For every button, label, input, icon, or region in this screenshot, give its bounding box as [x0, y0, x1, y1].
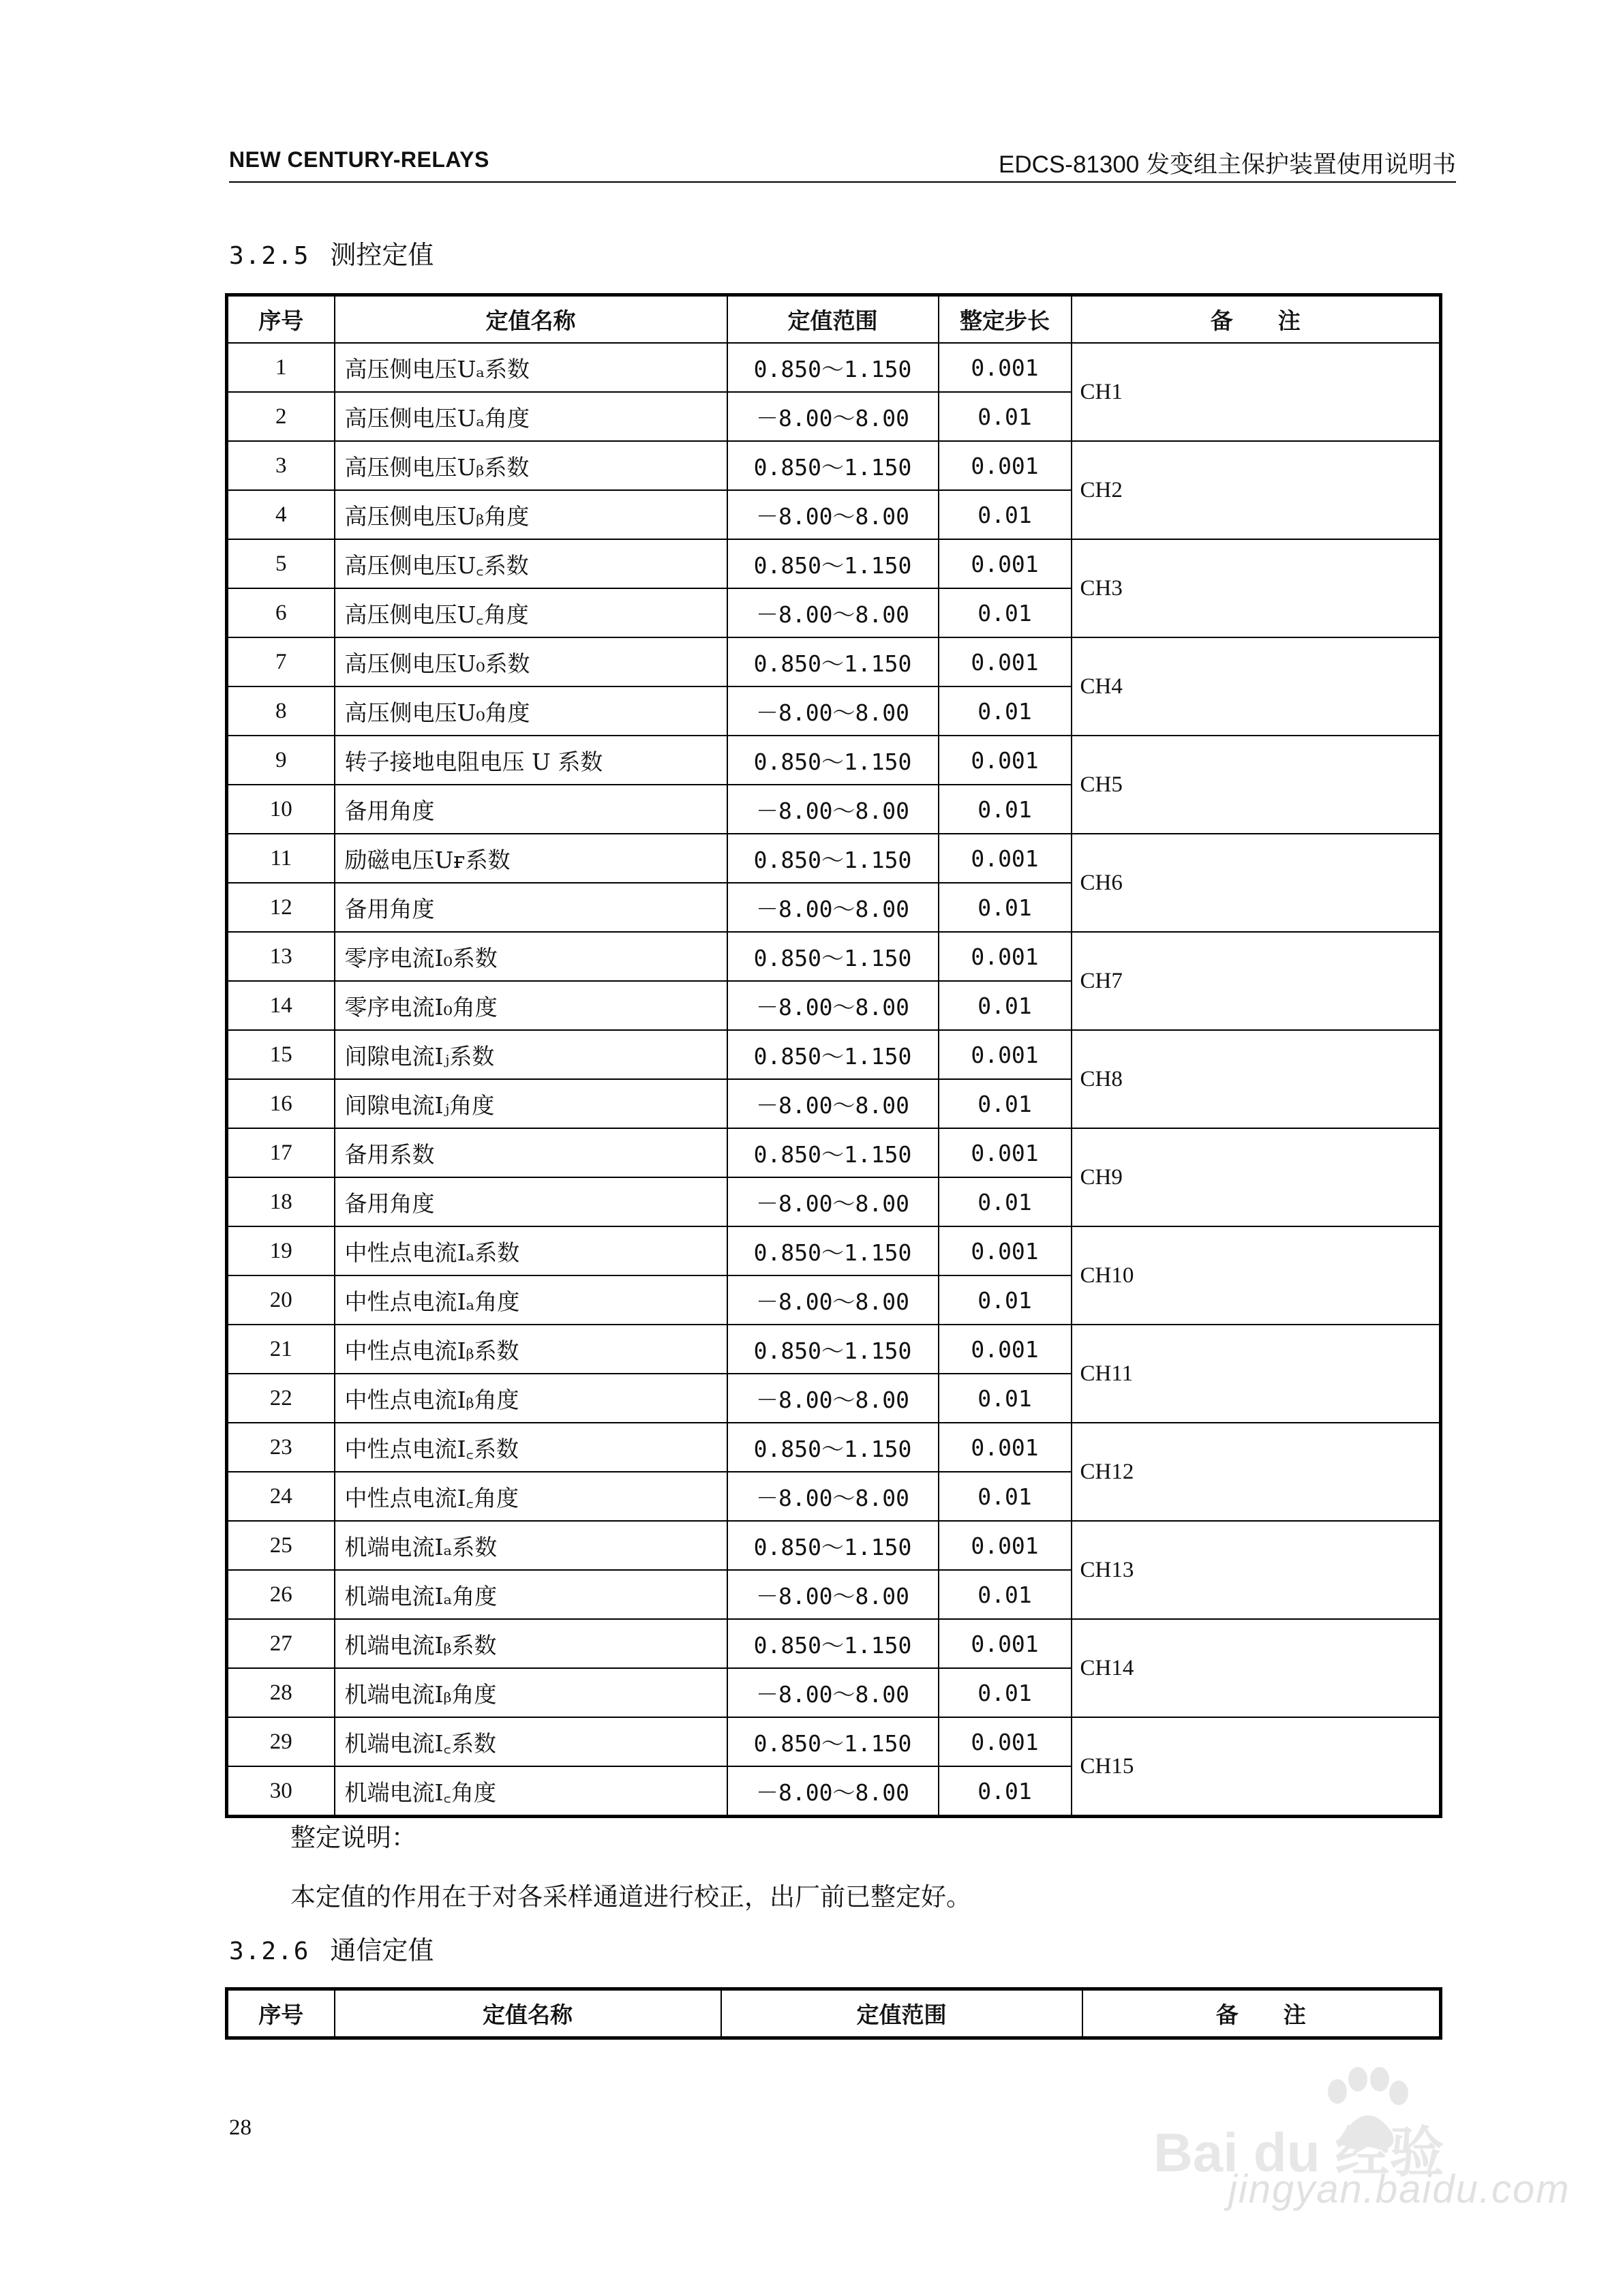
table-row [227, 834, 1441, 883]
header-manual-title: EDCS-81300 发变组主保护装置使用说明书 [999, 151, 1456, 178]
cell-name: 间隙电流Iⱼ系数 [335, 1030, 727, 1079]
table-row [227, 343, 1441, 392]
cell-range: －8.00～8.00 [727, 785, 939, 834]
cell-no: 4 [227, 490, 335, 539]
cell-step: 0.01 [939, 1472, 1072, 1521]
cell-note-channel: CH13 [1072, 1521, 1441, 1619]
explanation-label: 整定说明： [290, 1823, 416, 1852]
cell-range: －8.00～8.00 [727, 883, 939, 932]
watermark-brand: Bai du 经验 [1153, 2122, 1444, 2183]
cell-no: 28 [227, 1668, 335, 1717]
cell-no: 8 [227, 686, 335, 736]
table-row [227, 637, 1441, 686]
header-rule [229, 181, 1456, 183]
cell-no: 19 [227, 1226, 335, 1275]
cell-range: 0.850～1.150 [727, 637, 939, 686]
cell-note-channel: CH14 [1072, 1619, 1441, 1717]
cell-range: 0.850～1.150 [727, 932, 939, 981]
cell-range: 0.850～1.150 [727, 441, 939, 490]
cell-step: 0.01 [939, 490, 1072, 539]
cell-step: 0.001 [939, 932, 1072, 981]
cell-name: 机端电流I꜀角度 [335, 1766, 727, 1817]
cell-range: －8.00～8.00 [727, 588, 939, 637]
cell-note-channel: CH6 [1072, 834, 1441, 932]
table-row [227, 932, 1441, 981]
cell-name: 中性点电流I꜀系数 [335, 1423, 727, 1472]
cell-range: 0.850～1.150 [727, 1717, 939, 1766]
measurement-settings-table [225, 293, 1442, 1818]
cell-range: －8.00～8.00 [727, 1472, 939, 1521]
col-header-name: 定值名称 [335, 295, 727, 344]
table-row [227, 1128, 1441, 1177]
cell-range: 0.850～1.150 [727, 736, 939, 785]
col-header-range: 定值范围 [727, 295, 939, 344]
cell-range: 0.850～1.150 [727, 539, 939, 588]
table-header-row [227, 295, 1441, 344]
communication-settings-table [225, 1987, 1442, 2040]
col-header-no: 序号 [227, 1989, 335, 2038]
cell-step: 0.001 [939, 1619, 1072, 1668]
cell-range: 0.850～1.150 [727, 1619, 939, 1668]
cell-no: 24 [227, 1472, 335, 1521]
cell-step: 0.01 [939, 1766, 1072, 1817]
cell-name: 机端电流Iᵦ角度 [335, 1668, 727, 1717]
cell-range: －8.00～8.00 [727, 1570, 939, 1619]
cell-name: 中性点电流I꜀角度 [335, 1472, 727, 1521]
cell-name: 高压侧电压U₀角度 [335, 686, 727, 736]
cell-note-channel: CH10 [1072, 1226, 1441, 1325]
cell-range: 0.850～1.150 [727, 1226, 939, 1275]
section-325-number: 3.2.5 [229, 242, 310, 270]
cell-no: 27 [227, 1619, 335, 1668]
cell-name: 备用系数 [335, 1128, 727, 1177]
page-number: 28 [229, 2115, 252, 2140]
cell-step: 0.001 [939, 834, 1072, 883]
cell-step: 0.01 [939, 588, 1072, 637]
section-326-number: 3.2.6 [229, 1937, 310, 1965]
table-row [227, 1521, 1441, 1570]
section-325-title: 测控定值 [330, 240, 434, 270]
cell-no: 9 [227, 736, 335, 785]
cell-no: 16 [227, 1079, 335, 1128]
cell-step: 0.01 [939, 1570, 1072, 1619]
cell-no: 30 [227, 1766, 335, 1817]
cell-range: －8.00～8.00 [727, 392, 939, 441]
col-header-name: 定值名称 [335, 1989, 721, 2038]
table-row [227, 441, 1441, 490]
cell-step: 0.001 [939, 1128, 1072, 1177]
cell-range: －8.00～8.00 [727, 1374, 939, 1423]
cell-step: 0.01 [939, 981, 1072, 1030]
cell-range: －8.00～8.00 [727, 1668, 939, 1717]
cell-name: 机端电流Iᵦ系数 [335, 1619, 727, 1668]
cell-step: 0.01 [939, 1668, 1072, 1717]
table-row [227, 1325, 1441, 1374]
cell-step: 0.01 [939, 785, 1072, 834]
cell-step: 0.001 [939, 1226, 1072, 1275]
cell-range: 0.850～1.150 [727, 834, 939, 883]
cell-name: 备用角度 [335, 883, 727, 932]
cell-name: 机端电流Iₐ角度 [335, 1570, 727, 1619]
cell-no: 22 [227, 1374, 335, 1423]
cell-no: 26 [227, 1570, 335, 1619]
cell-step: 0.01 [939, 392, 1072, 441]
cell-range: －8.00～8.00 [727, 1275, 939, 1325]
col-header-no: 序号 [227, 295, 335, 344]
cell-name: 零序电流I₀角度 [335, 981, 727, 1030]
cell-name: 中性点电流Iₐ系数 [335, 1226, 727, 1275]
cell-name: 高压侧电压Uₐ系数 [335, 343, 727, 392]
cell-no: 15 [227, 1030, 335, 1079]
cell-note-channel: CH11 [1072, 1325, 1441, 1423]
cell-step: 0.01 [939, 686, 1072, 736]
cell-name: 零序电流I₀系数 [335, 932, 727, 981]
cell-step: 0.01 [939, 1275, 1072, 1325]
cell-no: 23 [227, 1423, 335, 1472]
section-326-title: 通信定值 [330, 1935, 434, 1965]
cell-range: 0.850～1.150 [727, 1521, 939, 1570]
section-326-heading [229, 1929, 434, 1967]
cell-name: 中性点电流Iₐ角度 [335, 1275, 727, 1325]
cell-step: 0.01 [939, 1177, 1072, 1226]
cell-name: 备用角度 [335, 1177, 727, 1226]
cell-name: 高压侧电压U꜀角度 [335, 588, 727, 637]
cell-name: 备用角度 [335, 785, 727, 834]
cell-name: 高压侧电压U₀系数 [335, 637, 727, 686]
cell-name: 高压侧电压U꜀系数 [335, 539, 727, 588]
cell-range: 0.850～1.150 [727, 1128, 939, 1177]
cell-no: 20 [227, 1275, 335, 1325]
cell-no: 17 [227, 1128, 335, 1177]
cell-step: 0.001 [939, 1521, 1072, 1570]
cell-name: 励磁电压Uғ系数 [335, 834, 727, 883]
header-company: NEW CENTURY-RELAYS [229, 147, 489, 172]
table-row [227, 1619, 1441, 1668]
table-row [227, 1423, 1441, 1472]
cell-range: 0.850～1.150 [727, 1423, 939, 1472]
cell-step: 0.001 [939, 637, 1072, 686]
cell-no: 13 [227, 932, 335, 981]
cell-range: 0.850～1.150 [727, 1325, 939, 1374]
cell-no: 25 [227, 1521, 335, 1570]
cell-step: 0.001 [939, 736, 1072, 785]
cell-step: 0.001 [939, 1717, 1072, 1766]
cell-step: 0.001 [939, 441, 1072, 490]
cell-step: 0.001 [939, 1423, 1072, 1472]
cell-no: 10 [227, 785, 335, 834]
table-header-row [227, 1989, 1441, 2038]
cell-no: 2 [227, 392, 335, 441]
cell-step: 0.001 [939, 1325, 1072, 1374]
cell-no: 3 [227, 441, 335, 490]
cell-note-channel: CH15 [1072, 1717, 1441, 1817]
col-header-step: 整定步长 [939, 295, 1072, 344]
cell-note-channel: CH5 [1072, 736, 1441, 834]
cell-range: －8.00～8.00 [727, 1079, 939, 1128]
cell-note-channel: CH12 [1072, 1423, 1441, 1521]
cell-note-channel: CH2 [1072, 441, 1441, 539]
cell-name: 高压侧电压Uᵦ角度 [335, 490, 727, 539]
cell-no: 11 [227, 834, 335, 883]
cell-no: 12 [227, 883, 335, 932]
col-header-range: 定值范围 [721, 1989, 1082, 2038]
col-header-note: 备 注 [1072, 295, 1441, 344]
cell-range: －8.00～8.00 [727, 1177, 939, 1226]
cell-note-channel: CH7 [1072, 932, 1441, 1030]
cell-range: －8.00～8.00 [727, 1766, 939, 1817]
col-header-note: 备 注 [1082, 1989, 1441, 2038]
table-row [227, 1717, 1441, 1766]
cell-step: 0.01 [939, 883, 1072, 932]
cell-step: 0.01 [939, 1374, 1072, 1423]
cell-note-channel: CH3 [1072, 539, 1441, 637]
cell-name: 中性点电流Iᵦ系数 [335, 1325, 727, 1374]
baidu-watermark [1140, 2051, 1571, 2255]
cell-name: 机端电流I꜀系数 [335, 1717, 727, 1766]
cell-no: 29 [227, 1717, 335, 1766]
cell-step: 0.001 [939, 343, 1072, 392]
cell-name: 高压侧电压Uᵦ系数 [335, 441, 727, 490]
cell-note-channel: CH8 [1072, 1030, 1441, 1128]
cell-no: 6 [227, 588, 335, 637]
cell-no: 18 [227, 1177, 335, 1226]
table-row [227, 539, 1441, 588]
cell-note-channel: CH4 [1072, 637, 1441, 736]
cell-name: 机端电流Iₐ系数 [335, 1521, 727, 1570]
cell-name: 间隙电流Iⱼ角度 [335, 1079, 727, 1128]
cell-step: 0.001 [939, 1030, 1072, 1079]
cell-name: 高压侧电压Uₐ角度 [335, 392, 727, 441]
cell-range: －8.00～8.00 [727, 981, 939, 1030]
cell-step: 0.01 [939, 1079, 1072, 1128]
cell-note-channel: CH9 [1072, 1128, 1441, 1226]
cell-name: 中性点电流Iᵦ角度 [335, 1374, 727, 1423]
table-row [227, 736, 1441, 785]
cell-no: 21 [227, 1325, 335, 1374]
cell-name: 转子接地电阻电压 U 系数 [335, 736, 727, 785]
cell-note-channel: CH1 [1072, 343, 1441, 441]
table-row [227, 1030, 1441, 1079]
cell-no: 1 [227, 343, 335, 392]
explanation-text: 本定值的作用在于对各采样通道进行校正，出厂前已整定好。 [290, 1882, 971, 1912]
cell-no: 14 [227, 981, 335, 1030]
cell-range: 0.850～1.150 [727, 343, 939, 392]
cell-range: －8.00～8.00 [727, 490, 939, 539]
page-header [229, 145, 1456, 184]
cell-no: 7 [227, 637, 335, 686]
cell-step: 0.001 [939, 539, 1072, 588]
cell-no: 5 [227, 539, 335, 588]
cell-range: 0.850～1.150 [727, 1030, 939, 1079]
section-325-heading [229, 234, 434, 271]
cell-range: －8.00～8.00 [727, 686, 939, 736]
watermark-url: jingyan.baidu.com [1228, 2167, 1571, 2211]
table-row [227, 1226, 1441, 1275]
